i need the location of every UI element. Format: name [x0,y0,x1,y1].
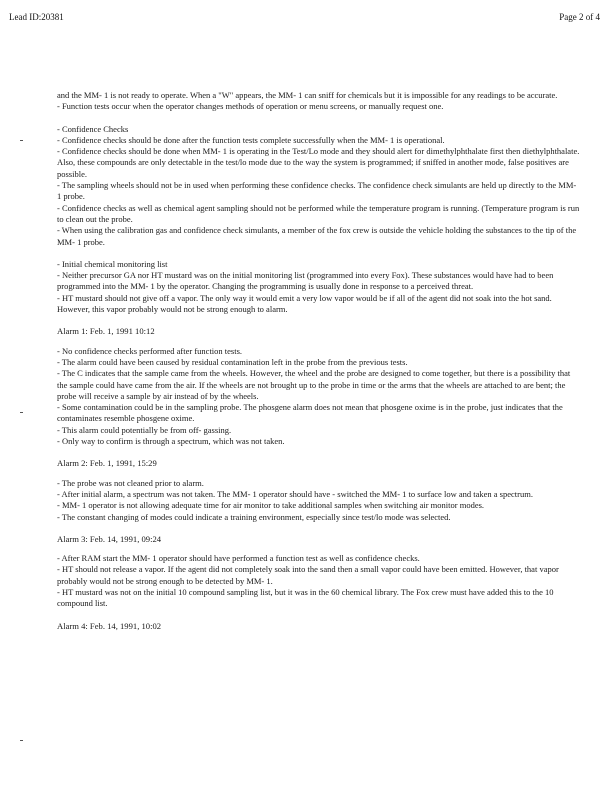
alarm-heading: Alarm 4: Feb. 14, 1991, 10:02 [57,620,162,631]
list-item: - After RAM start the MM- 1 operator should have performed a function test as well as confidence checks. [57,553,420,564]
scan-edge-mark [20,412,23,413]
list-item: - After initial alarm, a spectrum was not taken. The MM- 1 operator should have - switched the MM- 1 to surface low and taken a spectrum. [57,488,533,499]
list-item: - MM- 1 operator is not allowing adequate time for air monitor to take additional samples when switching air monitor modes. [57,500,485,511]
list-item: - The sampling wheels should not be in used when performing these confidence checks. The confidence check simulants are held up directly to the MM- 1 probe. [57,180,577,202]
alarm-heading: Alarm 1: Feb. 1, 1991 10:12 [57,326,155,337]
list-item: - The probe was not cleaned prior to alarm. [57,477,204,488]
list-item: - When using the calibration gas and confidence check simulants, a member of the fox crew is outside the vehicle holding the substances to the tip of the MM- 1 probe. [57,225,577,247]
scan-edge-mark [20,740,23,741]
list-item: - The C indicates that the sample came from the wheels. However, the wheel and the probe are designed to come together, but there is a possibility that the sample could have came from the air. If the wheels are not brought up to the probe in time or the arms that the wheels are attached to are bent; the probe will receive a sample by air instead of by the wheels. [57,368,571,401]
list-item: - Confidence checks should be done when MM- 1 is operating in the Test/Lo mode and they should alert for dimethylphthalate first then diethylphthalate. Also, these compounds are only detectable in the test/lo mode due to the way the system is programmed; if sniffed in another mode, false positives are possible. [57,146,580,179]
paragraph: and the MM- 1 is not ready to operate. When a "W" appears, the MM- 1 can sniff for chemicals but it is impossible for any readings to be accurate. [57,90,558,100]
scan-edge-mark [20,140,23,141]
list-item: - Confidence checks should be done after the function tests complete successfully when the MM- 1 is operational. [57,134,445,145]
document-body [57,90,581,632]
list-item: - HT should not release a vapor. If the agent did not completely soak into the sand then a small vapor could have been emitted. However, that vapor probably would not be strong enough to be detected by MM- 1. [57,564,559,586]
list-item: - This alarm could potentially be from off- gassing. [57,424,232,435]
paragraph: - Function tests occur when the operator changes methods of operation or menu screens, or manually request one. [57,101,444,112]
section-heading: - Confidence Checks [57,123,129,134]
list-item: - The constant changing of modes could indicate a training environment, especially since test/lo mode was selected. [57,511,451,522]
list-item: - The alarm could have been caused by residual contamination left in the probe from the previous tests. [57,356,408,367]
list-item: - Confidence checks as well as chemical agent sampling should not be performed while the temperature program is running. (Temperature program is run to clean out the probe. [57,202,580,224]
lead-id: Lead ID:20381 [9,12,64,22]
alarm-heading: Alarm 2: Feb. 1, 1991, 15:29 [57,458,157,469]
list-item: - Some contamination could be in the sampling probe. The phosgene alarm does not mean that phosgene oxime is in the probe, just indicates that the contaminates resemble phosgene oxime. [57,402,563,424]
page-number: Page 2 of 4 [559,12,600,22]
list-item: - HT mustard should not give off a vapor. The only way it would emit a very low vapor would be if all of the agent did not soak into the hot sand. However, this vapor probably would not be strong enough to alarm. [57,292,552,315]
section-heading: - Initial chemical monitoring list [57,258,168,269]
list-item: - Only way to confirm is through a spectrum, which was not taken. [57,436,285,447]
alarm-heading: Alarm 3: Feb. 14, 1991, 09:24 [57,533,162,544]
list-item: - Neither precursor GA nor HT mustard was on the initial monitoring list (programmed into every Fox). These substances would have had to been programmed into the MM- 1 by the operator. Changing the programming is usually done in response to a perceived threat. [57,270,554,292]
list-item: - HT mustard was not on the initial 10 compound sampling list, but it was in the 60 chemical library. The Fox crew must have added this to the 10 compound list. [57,586,554,609]
list-item: - No confidence checks performed after function tests. [57,345,243,356]
